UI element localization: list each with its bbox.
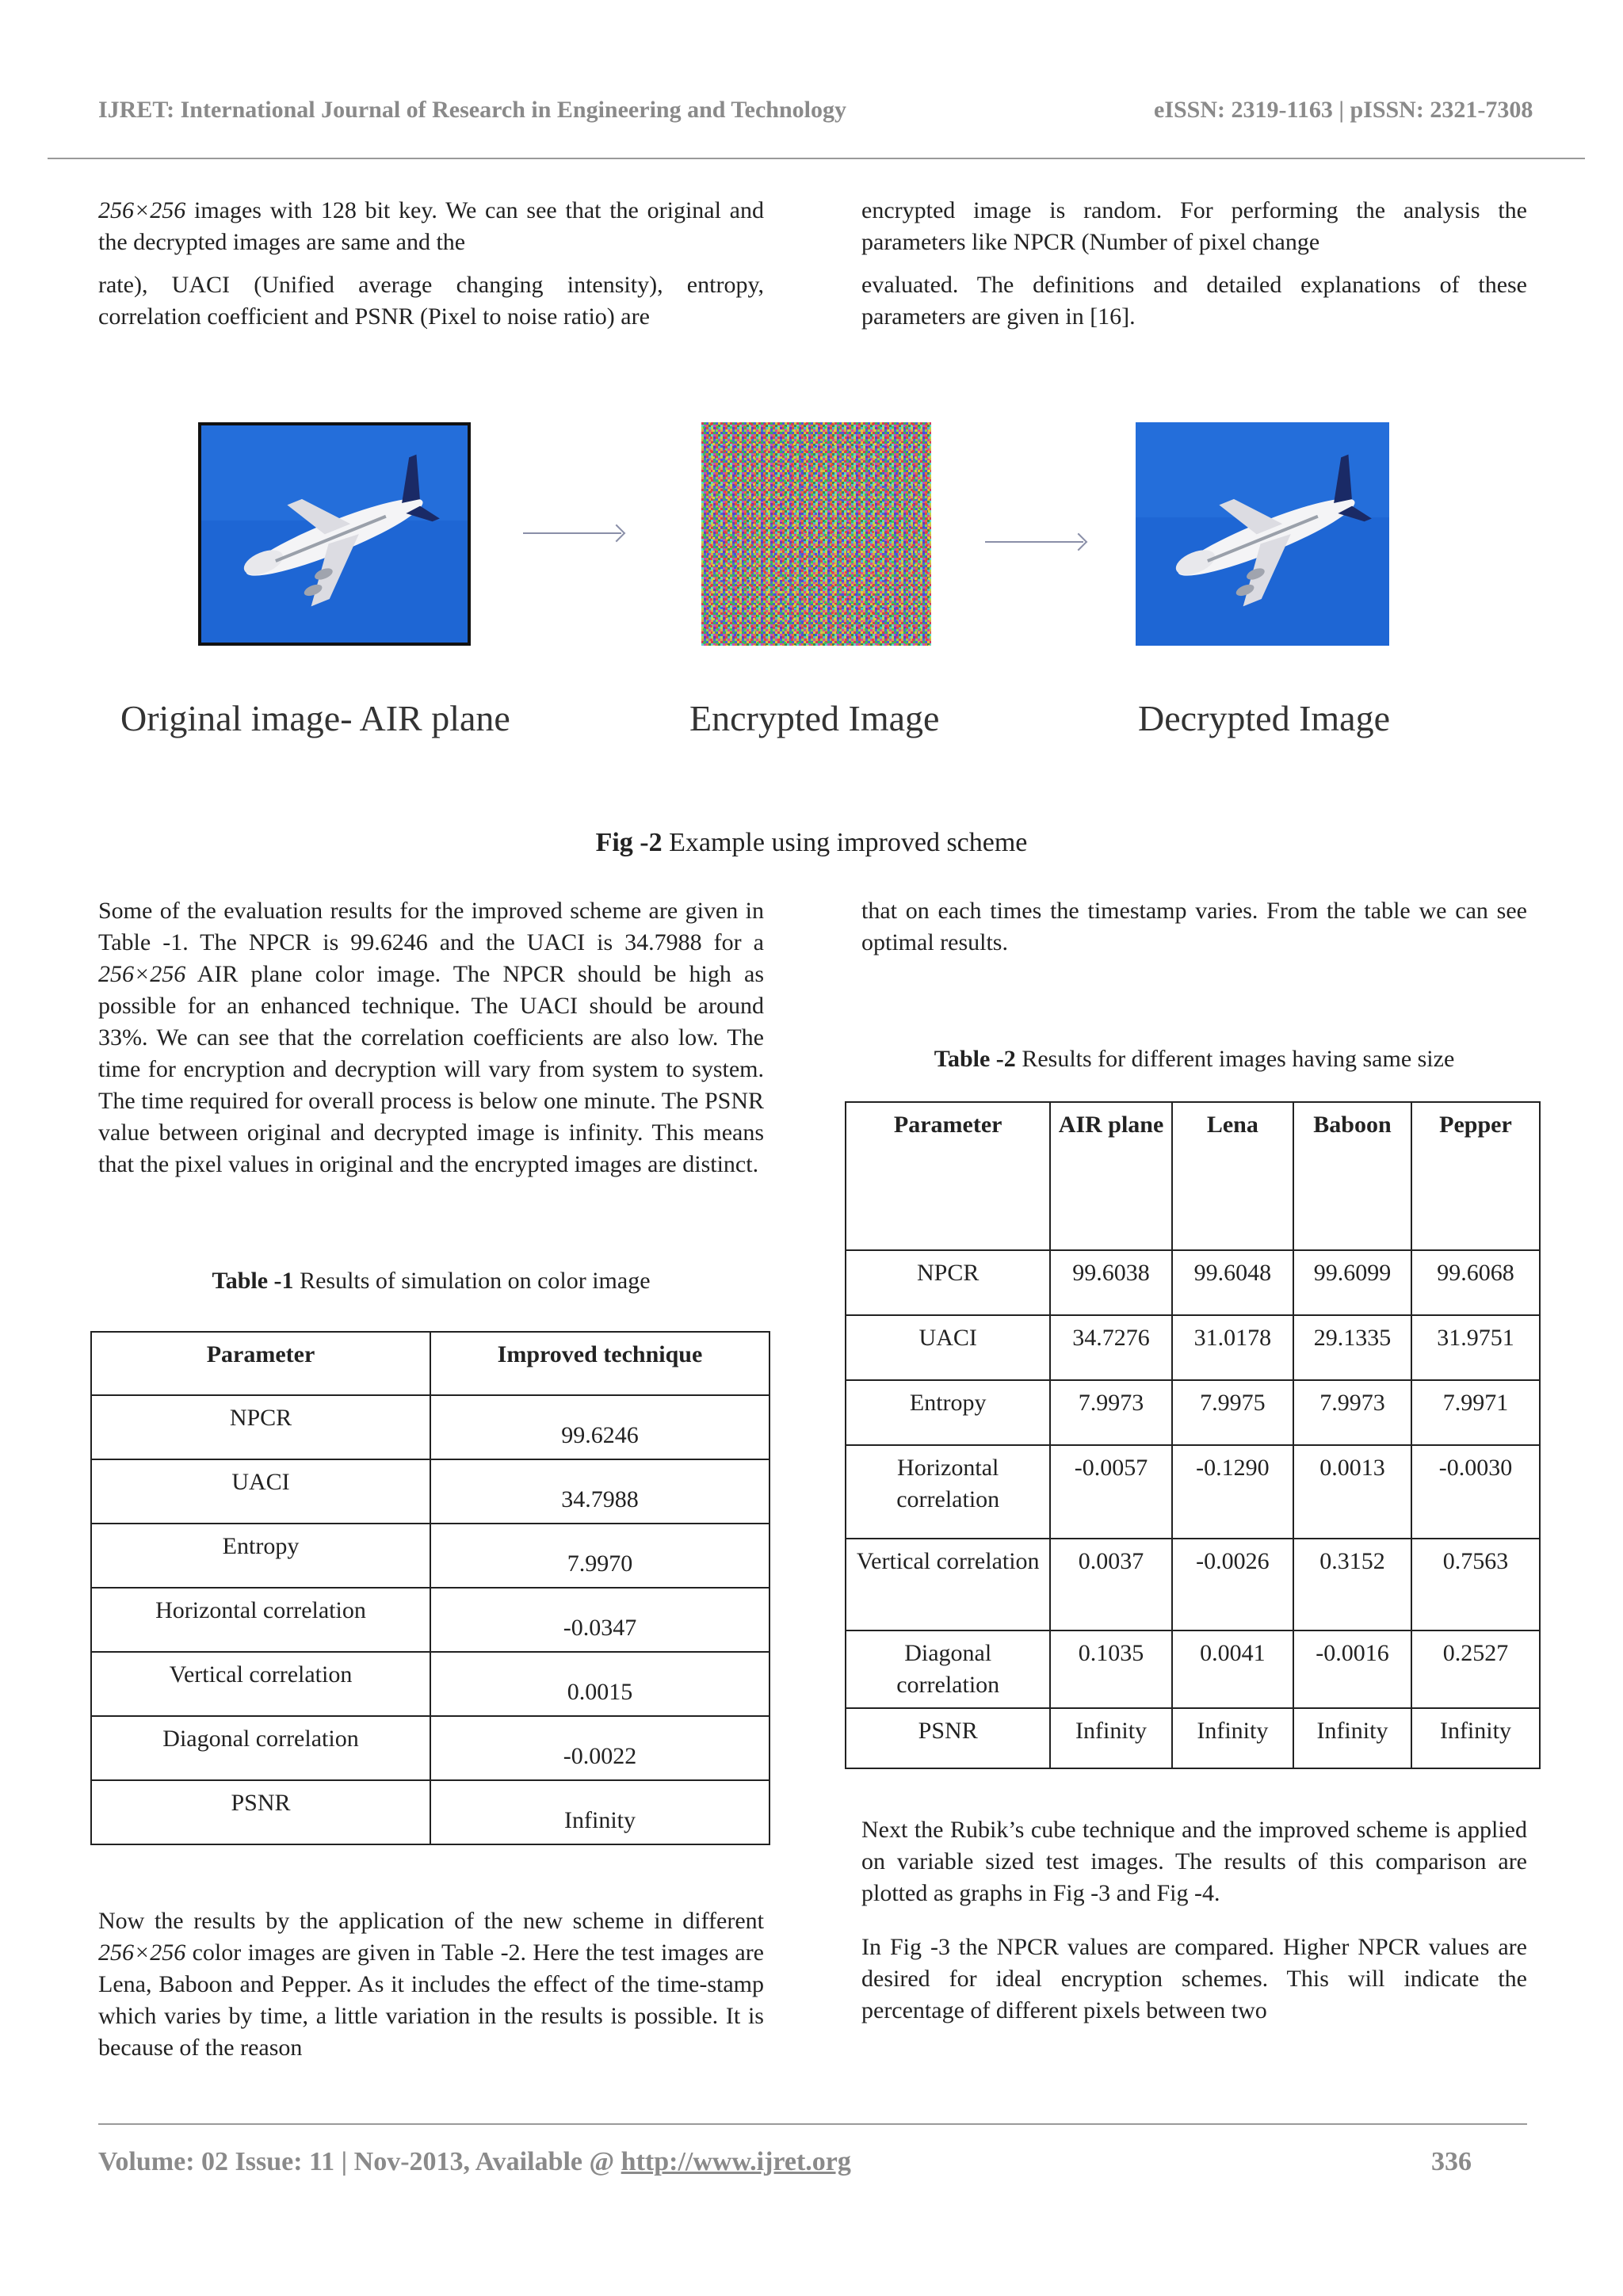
table1-param: Horizontal correlation — [91, 1588, 430, 1652]
top-left-column — [98, 195, 764, 344]
table2-cell: Infinity — [1411, 1708, 1540, 1768]
table2-cell: -0.0057 — [1050, 1445, 1171, 1539]
table2-cell: 99.6099 — [1293, 1250, 1411, 1315]
table2-param: UACI — [846, 1315, 1050, 1380]
table2-cell: Infinity — [1172, 1708, 1293, 1768]
table2-cell: 7.9975 — [1172, 1380, 1293, 1445]
top-right-column — [861, 195, 1527, 344]
table2-cell: 99.6048 — [1172, 1250, 1293, 1315]
bottom-right-column — [861, 1814, 1527, 2038]
table2-cell: 0.2527 — [1411, 1630, 1540, 1708]
table2-cell: -0.0030 — [1411, 1445, 1540, 1539]
rubik-paragraph: Next the Rubik’s cube technique and the improved scheme is applied on variable sized test images. The results of this comparison are plotted as graphs in Fig -3 and Fig -4. — [861, 1817, 1527, 1906]
table2-caption: Table -2 Results for different images having same size — [934, 1046, 1455, 1072]
table1-value: Infinity — [430, 1780, 769, 1844]
table1-value: -0.0347 — [430, 1588, 769, 1652]
new-scheme-paragraph: Now the results by the application of the new scheme in different 256×256 color images are given in Table -2. Here the test images are Lena, Baboon and Pepper. As it includes the effect of the time-stamp which varies by time, a little variation in the results is possible. It is because of the reason — [98, 1908, 764, 2061]
top-right-paragraph-1: encrypted image is random. For performing the analysis the parameters like NPCR (Number of pixel change — [861, 197, 1527, 255]
table2-param: Vertical correlation — [846, 1539, 1050, 1630]
table1-param: NPCR — [91, 1395, 430, 1459]
table2-cell: 0.0013 — [1293, 1445, 1411, 1539]
top-right-paragraph-2: evaluated. The definitions and detailed explanations of these parameters are given in [16]. — [861, 272, 1527, 330]
journal-title: IJRET: International Journal of Research in Engineering and Technology — [98, 97, 847, 123]
table2-cell: 0.1035 — [1050, 1630, 1171, 1708]
table2-cell: 31.0178 — [1172, 1315, 1293, 1380]
table2-cell: 99.6068 — [1411, 1250, 1540, 1315]
label-decrypted-image: Decrypted Image — [1138, 698, 1391, 738]
table2-param: PSNR — [846, 1708, 1050, 1768]
table2-cell: 7.9973 — [1293, 1380, 1411, 1445]
table1-header: Parameter — [91, 1332, 430, 1395]
label-original-image: Original image- AIR plane — [120, 698, 510, 738]
npcr-paragraph: In Fig -3 the NPCR values are compared. Higher NPCR values are desired for ideal encryption schemes. This will indicate the percentage of different pixels between two — [861, 1934, 1527, 2023]
table1-param: Diagonal correlation — [91, 1716, 430, 1780]
table2-header: Lena — [1172, 1102, 1293, 1250]
table1-value: -0.0022 — [430, 1716, 769, 1780]
table2-param: NPCR — [846, 1250, 1050, 1315]
table-2 — [845, 1101, 1541, 1769]
top-left-paragraph-1: 256×256 images with 128 bit key. We can see that the original and the decrypted images are same and the — [98, 197, 764, 255]
table1-value: 99.6246 — [430, 1395, 769, 1459]
header-rule — [48, 158, 1585, 159]
table2-header: Baboon — [1293, 1102, 1411, 1250]
table1-param: Entropy — [91, 1524, 430, 1588]
table2-param: Horizontal correlation — [846, 1445, 1050, 1539]
table2-header: Parameter — [846, 1102, 1050, 1250]
table2-cell: 0.7563 — [1411, 1539, 1540, 1630]
table2-cell: 29.1335 — [1293, 1315, 1411, 1380]
table2-cell: Infinity — [1293, 1708, 1411, 1768]
decrypted-airplane-image — [1136, 422, 1389, 646]
figure-caption: Fig -2 Example using improved scheme — [595, 828, 1028, 857]
table1-value: 7.9970 — [430, 1524, 769, 1588]
table2-cell: -0.0026 — [1172, 1539, 1293, 1630]
table2-cell: -0.0016 — [1293, 1630, 1411, 1708]
table2-param: Entropy — [846, 1380, 1050, 1445]
table-1 — [90, 1331, 770, 1845]
table2-cell: 99.6038 — [1050, 1250, 1171, 1315]
table1-param: Vertical correlation — [91, 1652, 430, 1716]
table2-header: AIR plane — [1050, 1102, 1171, 1250]
journal-link[interactable]: http://www.ijret.org — [621, 2147, 851, 2176]
label-encrypted-image: Encrypted Image — [689, 698, 940, 738]
top-left-paragraph-2: rate), UACI (Unified average changing intensity), entropy, correlation coefficient and PSNR (Pixel to noise ratio) are — [98, 272, 764, 330]
arrow-right-icon — [523, 532, 621, 534]
issn-info: eISSN: 2319-1163 | pISSN: 2321-7308 — [1154, 97, 1533, 123]
table2-cell: 31.9751 — [1411, 1315, 1540, 1380]
table1-value: 0.0015 — [430, 1652, 769, 1716]
table2-cell: 0.3152 — [1293, 1539, 1411, 1630]
table2-cell: 0.0041 — [1172, 1630, 1293, 1708]
footer-rule — [98, 2123, 1527, 2125]
original-airplane-image — [198, 422, 471, 646]
table2-cell: 7.9973 — [1050, 1380, 1171, 1445]
table1-caption: Table -1 Results of simulation on color image — [212, 1268, 651, 1294]
page-number: 336 — [1431, 2147, 1472, 2176]
table2-header: Pepper — [1411, 1102, 1540, 1250]
table2-cell: 0.0037 — [1050, 1539, 1171, 1630]
results-paragraph: Some of the evaluation results for the improved scheme are given in Table -1. The NPCR is 99.6246 and the UACI is 34.7988 for a 256×256 AIR plane color image. The NPCR should be high as possible for an enhanced technique. The UACI should be around 33%. We can see that the correlation coefficients are also low. The time for encryption and decryption will vary from system to system. The time required for overall process is below one minute. The PSNR value between original and decrypted image is infinity. This means that the pixel values in original and the encrypted images are distinct. — [98, 898, 764, 1177]
arrow-right-icon — [985, 541, 1083, 543]
timestamp-paragraph: that on each times the timestamp varies. From the table we can see optimal results. — [861, 898, 1527, 955]
table2-param: Diagonal correlation — [846, 1630, 1050, 1708]
table1-param: UACI — [91, 1459, 430, 1524]
table1-param: PSNR — [91, 1780, 430, 1844]
table1-header: Improved technique — [430, 1332, 769, 1395]
footer-volume: Volume: 02 Issue: 11 | Nov-2013, Available @ http://www.ijret.org — [98, 2147, 851, 2176]
table2-cell: -0.1290 — [1172, 1445, 1293, 1539]
table2-cell: Infinity — [1050, 1708, 1171, 1768]
table2-cell: 34.7276 — [1050, 1315, 1171, 1380]
table1-value: 34.7988 — [430, 1459, 769, 1524]
encrypted-noise-image — [701, 422, 931, 646]
table2-cell: 7.9971 — [1411, 1380, 1540, 1445]
